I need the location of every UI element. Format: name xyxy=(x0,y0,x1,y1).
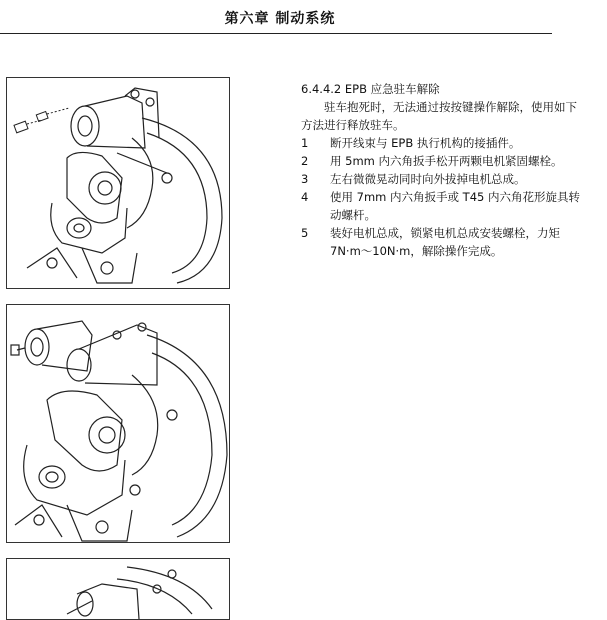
step-text: 断开线束与 EPB 执行机构的接插件。 xyxy=(330,136,521,150)
intro-paragraph: 驻车抱死时，无法通过按按键操作解除，使用如下方法进行释放驻车。 xyxy=(301,100,577,132)
figure-3 xyxy=(6,558,230,620)
list-item xyxy=(301,170,581,188)
steps-list xyxy=(301,134,581,260)
brake-caliper-screw-turning-illustration-icon xyxy=(7,559,229,619)
page-header-title: 第六章 制动系统 xyxy=(224,11,336,27)
brake-caliper-motor-bolts-illustration-icon xyxy=(7,78,229,288)
procedure-text xyxy=(301,80,581,260)
step-number: 4 xyxy=(301,190,309,204)
figure-1 xyxy=(6,77,230,289)
step-text: 用 5mm 内六角扳手松开两颗电机紧固螺栓。 xyxy=(330,154,563,168)
section-title: 6.4.4.2 EPB 应急驻车解除 xyxy=(301,82,440,96)
step-number: 5 xyxy=(301,226,309,240)
step-text: 使用 7mm 内六角扳手或 T45 内六角花形旋具转动螺杆。 xyxy=(330,190,580,222)
list-item xyxy=(301,134,581,152)
header-divider xyxy=(0,33,552,34)
figure-2 xyxy=(6,304,230,543)
step-number: 3 xyxy=(301,172,309,186)
step-text: 装好电机总成，锁紧电机总成安装螺栓，力矩 7N·m～10N·m，解除操作完成。 xyxy=(330,226,560,258)
list-item xyxy=(301,188,581,224)
step-number: 1 xyxy=(301,136,309,150)
list-item xyxy=(301,152,581,170)
step-text: 左右微微晃动同时向外拔掉电机总成。 xyxy=(330,172,526,186)
step-number: 2 xyxy=(301,154,309,168)
brake-caliper-motor-removed-illustration-icon xyxy=(7,305,229,542)
list-item xyxy=(301,224,581,260)
